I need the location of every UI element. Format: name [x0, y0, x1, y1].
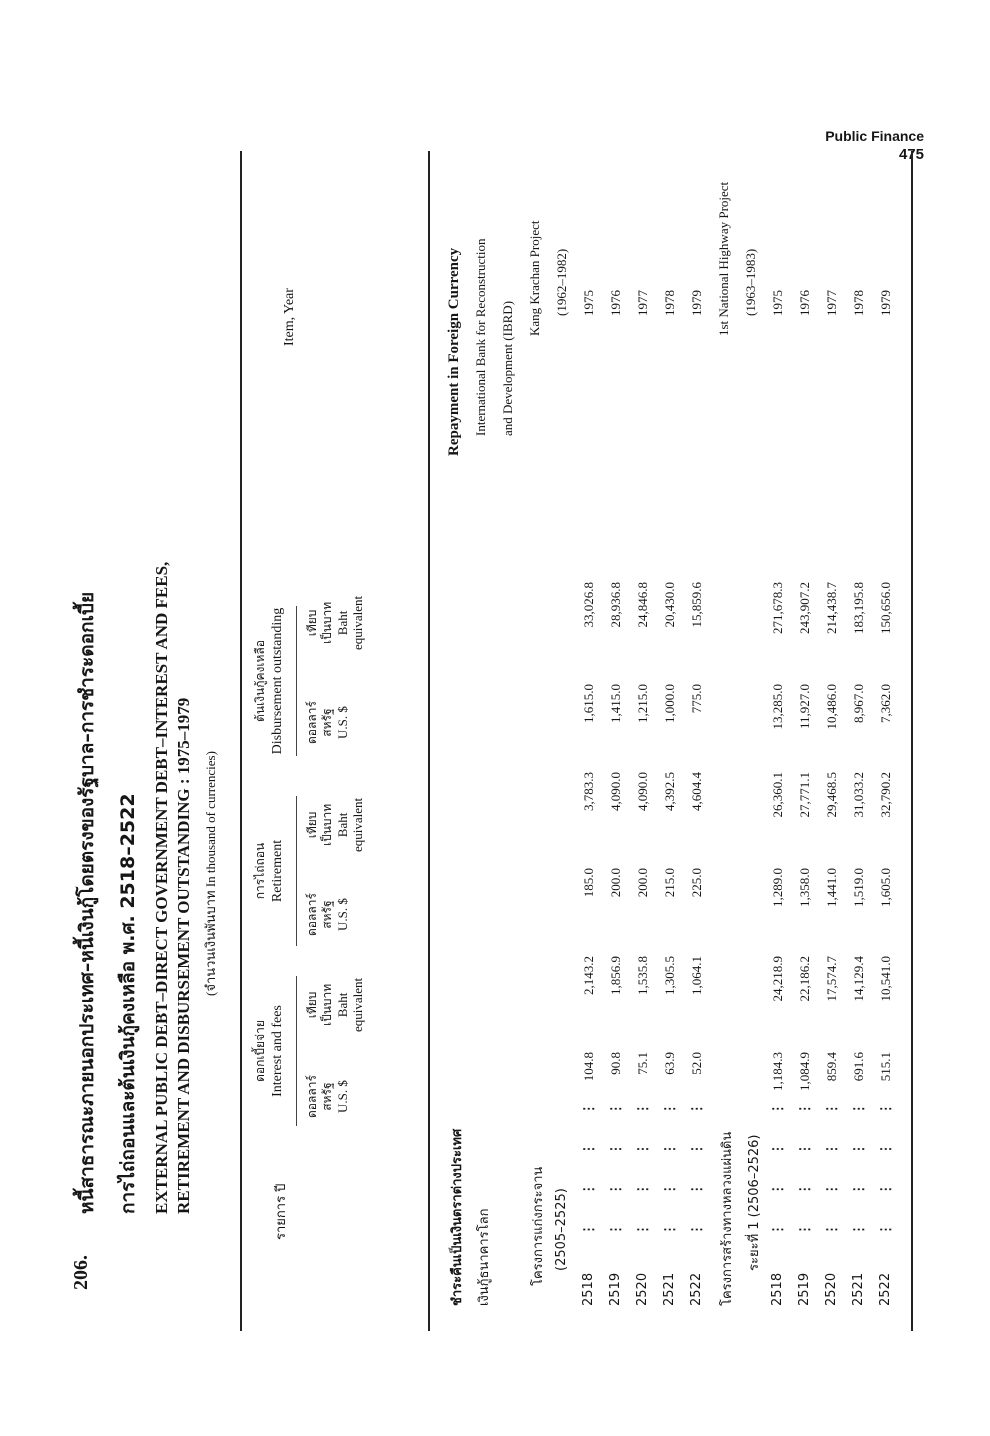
row-label-thai: 2520: [824, 1272, 839, 1306]
cell-value: 1,184.3: [770, 1052, 785, 1091]
row-label-english: (1962–1982): [554, 248, 569, 316]
row-label-english: 1975: [770, 290, 785, 316]
cell-value: 200.0: [608, 868, 623, 898]
table-label-row: [473, 0, 499, 1436]
table-label-row: [527, 0, 553, 1436]
cell-value: 1,289.0: [770, 868, 785, 907]
row-label-thai: โครงการแก่งกระจาน: [531, 1166, 546, 1286]
cell-value: 1,305.5: [662, 956, 677, 995]
cell-value: 26,360.1: [770, 772, 785, 818]
cell-value: 150,656.0: [878, 582, 893, 634]
english-title-line1: EXTERNAL PUBLIC DEBT–DIRECT GOVERNMENT DEBT–INTEREST AND FEES,: [152, 561, 171, 1214]
cell-value: 1,084.9: [797, 1052, 812, 1091]
table-label-row: [716, 0, 742, 1436]
cell-value: 200.0: [635, 868, 650, 898]
cell-value: 10,541.0: [878, 956, 893, 1002]
leader-dots: ⋮ ⋮ ⋮ ⋮: [878, 1090, 893, 1236]
row-label-english: 1977: [635, 290, 650, 316]
cell-value: 225.0: [689, 868, 704, 898]
leader-dots: ⋮ ⋮ ⋮ ⋮: [770, 1090, 785, 1236]
cell-value: 24,846.8: [635, 582, 650, 628]
sub-english: Baht: [335, 610, 350, 636]
cell-value: 14,129.4: [851, 956, 866, 1002]
cell-value: 32,790.2: [878, 772, 893, 818]
cell-value: 33,026.8: [581, 582, 596, 628]
cell-value: 243,907.2: [797, 582, 812, 634]
sub-english: U.S. $: [335, 1080, 350, 1113]
group-header-outstanding: [252, 586, 286, 776]
cell-value: 775.0: [689, 684, 704, 714]
top-rule: [240, 151, 242, 1331]
cell-value: 859.4: [824, 1052, 839, 1082]
cell-value: 1,441.0: [824, 868, 839, 907]
row-label-english: and Development (IBRD): [500, 300, 515, 436]
row-label-english: 1976: [608, 290, 623, 316]
cell-value: 22,186.2: [797, 956, 812, 1002]
row-label-english: 1979: [878, 290, 893, 316]
group-underline: [296, 606, 297, 756]
group-thai: ดอกเบี้ยจ่าย: [253, 1020, 267, 1082]
cell-value: 1,605.0: [878, 868, 893, 907]
group-thai: ต้นเงินกู้คงเหลือ: [253, 640, 267, 722]
cell-value: 1,615.0: [581, 684, 596, 723]
sub-english: U.S. $: [335, 898, 350, 931]
table-row: [662, 0, 688, 1436]
subheader-baht: [305, 798, 365, 852]
table-row: [797, 0, 823, 1436]
row-label-english: International Bank for Reconstruction: [473, 238, 488, 436]
table-label-row: [446, 0, 472, 1436]
cell-value: 63.9: [662, 1052, 677, 1075]
sub-thai: ดอลลาร์: [305, 1075, 319, 1118]
cell-value: 515.1: [878, 1052, 893, 1082]
table-label-row: [743, 0, 769, 1436]
row-label-thai: 2519: [608, 1272, 623, 1306]
group-english: Interest and fees: [270, 1005, 285, 1097]
cell-value: 7,362.0: [878, 684, 893, 723]
cell-value: 29,468.5: [824, 772, 839, 818]
subheader-baht: [305, 978, 365, 1032]
cell-value: 4,090.0: [635, 772, 650, 811]
row-label-thai: 2521: [851, 1272, 866, 1306]
sub-thai: ดอลลาร์: [305, 701, 319, 744]
table-label-row: [554, 0, 580, 1436]
row-label-thai: 2518: [770, 1272, 785, 1306]
thai-title-line2: การไถ่ถอนและต้นเงินกู้คงเหลือ พ.ศ. 2518–2522: [117, 793, 139, 1214]
cell-value: 4,090.0: [608, 772, 623, 811]
row-label-english: 1979: [689, 290, 704, 316]
row-label-thai: 2522: [878, 1272, 893, 1306]
table-row: [689, 0, 715, 1436]
sub-english: U.S. $: [335, 706, 350, 739]
cell-value: 52.0: [689, 1052, 704, 1075]
sub-thai: สหรัฐ: [320, 708, 334, 737]
cell-value: 4,392.5: [662, 772, 677, 811]
leader-dots: ⋮ ⋮ ⋮ ⋮: [851, 1090, 866, 1236]
row-label-english: 1978: [662, 290, 677, 316]
sub-thai: ดอลลาร์: [305, 893, 319, 936]
cell-value: 1,519.0: [851, 868, 866, 907]
header-bottom-rule: [428, 151, 430, 1331]
cell-value: 2,143.2: [581, 956, 596, 995]
cell-value: 1,064.1: [689, 956, 704, 995]
row-label-thai: โครงการสร้างทางหลวงแผ่นดิน: [720, 1131, 735, 1306]
table-label-row: [500, 0, 526, 1436]
leader-dots: ⋮ ⋮ ⋮ ⋮: [581, 1090, 596, 1236]
cell-value: 183,195.8: [851, 582, 866, 634]
cell-value: 4,604.4: [689, 772, 704, 811]
row-label-thai: 2520: [635, 1272, 650, 1306]
subheader-usd: [305, 701, 350, 744]
row-label-thai: 2518: [581, 1272, 596, 1306]
bottom-rule: [911, 151, 913, 1331]
table-row: [851, 0, 877, 1436]
stub-header-english: Item, Year: [282, 288, 297, 346]
cell-value: 10,486.0: [824, 684, 839, 730]
row-label-thai: 2522: [689, 1272, 704, 1306]
row-label-thai: 2521: [662, 1272, 677, 1306]
row-label-english: 1977: [824, 290, 839, 316]
cell-value: 215.0: [662, 868, 677, 898]
row-label-thai: เงินกู้ธนาคารโลก: [477, 1208, 492, 1306]
cell-value: 104.8: [581, 1052, 596, 1082]
sub-thai: เทียบ: [305, 609, 319, 637]
page-number: 475: [898, 146, 924, 163]
row-label-english: Repayment in Foreign Currency: [446, 247, 462, 456]
english-title-line2: RETIREMENT AND DISBURSEMENT OUTSTANDING : 1975–1979: [174, 697, 193, 1214]
leader-dots: ⋮ ⋮ ⋮ ⋮: [797, 1090, 812, 1236]
table-row: [635, 0, 661, 1436]
cell-value: 1,358.0: [797, 868, 812, 907]
cell-value: 31,033.2: [851, 772, 866, 818]
sub-thai: สหรัฐ: [320, 900, 334, 929]
sub-thai: เป็นบาท: [320, 803, 334, 847]
cell-value: 28,936.8: [608, 582, 623, 628]
table-row: [770, 0, 796, 1436]
sub-thai: เป็นบาท: [320, 983, 334, 1027]
group-english: Disbursement outstanding: [270, 607, 285, 755]
row-label-english: (1963–1983): [743, 248, 758, 316]
table-row: [824, 0, 850, 1436]
row-label-thai: 2519: [797, 1272, 812, 1306]
sub-english: equivalent: [350, 797, 365, 852]
cell-value: 1,415.0: [608, 684, 623, 723]
row-label-english: Kang Krachan Project: [527, 220, 542, 336]
cell-value: 17,574.7: [824, 956, 839, 1002]
leader-dots: ⋮ ⋮ ⋮ ⋮: [824, 1090, 839, 1236]
cell-value: 3,783.3: [581, 772, 596, 811]
cell-value: 271,678.3: [770, 582, 785, 634]
row-label-english: 1975: [581, 290, 596, 316]
cell-value: 1,535.8: [635, 956, 650, 995]
row-label-thai: ระยะที่ 1 (2506–2526): [747, 1134, 762, 1271]
table-number: 206.: [70, 1255, 92, 1290]
sub-thai: สหรัฐ: [320, 1082, 334, 1111]
subheader-baht: [305, 596, 365, 650]
cell-value: 20,430.0: [662, 582, 677, 628]
sub-english: Baht: [335, 992, 350, 1018]
group-underline: [296, 796, 297, 946]
group-english: Retirement: [270, 839, 285, 903]
cell-value: 11,927.0: [797, 684, 812, 730]
row-label-english: 1978: [851, 290, 866, 316]
leader-dots: ⋮ ⋮ ⋮ ⋮: [662, 1090, 677, 1236]
row-label-english: 1st National Highway Project: [716, 181, 731, 336]
table-row: [581, 0, 607, 1436]
sub-english: Baht: [335, 812, 350, 838]
row-label-thai: (2505–2525): [554, 1188, 569, 1271]
cell-value: 1,856.9: [608, 956, 623, 995]
cell-value: 1,000.0: [662, 684, 677, 723]
table-row: [878, 0, 904, 1436]
thai-title-line1: หนี้สาธารณะภายนอกประเทศ–หนี้เงินกู้โดยตรงของรัฐบาล–การชำระดอกเบี้ย: [76, 591, 98, 1214]
cell-value: 75.1: [635, 1052, 650, 1075]
group-header-retirement: [252, 786, 286, 956]
sub-thai: เทียบ: [305, 811, 319, 839]
cell-value: 27,771.1: [797, 772, 812, 818]
cell-value: 15,859.6: [689, 582, 704, 628]
sub-thai: เป็นบาท: [320, 601, 334, 645]
group-thai: การไถ่ถอน: [253, 842, 267, 900]
cell-value: 214,438.7: [824, 582, 839, 634]
group-header-interest: [252, 966, 286, 1136]
cell-value: 8,967.0: [851, 684, 866, 723]
cell-value: 185.0: [581, 868, 596, 898]
cell-value: 24,218.9: [770, 956, 785, 1002]
cell-value: 90.8: [608, 1052, 623, 1075]
sub-thai: เทียบ: [305, 991, 319, 1019]
unit-note: (จำนวนเงินพันบาท In thousand of currencies): [203, 751, 218, 996]
sub-english: equivalent: [350, 595, 365, 650]
leader-dots: ⋮ ⋮ ⋮ ⋮: [689, 1090, 704, 1236]
cell-value: 691.6: [851, 1052, 866, 1082]
cell-value: 1,215.0: [635, 684, 650, 723]
row-label-english: 1976: [797, 290, 812, 316]
section-name: Public Finance: [825, 128, 924, 144]
group-underline: [296, 976, 297, 1126]
table-row: [608, 0, 634, 1436]
leader-dots: ⋮ ⋮ ⋮ ⋮: [635, 1090, 650, 1236]
row-label-thai: ชำระคืนเป็นเงินตราต่างประเทศ: [450, 1128, 465, 1306]
leader-dots: ⋮ ⋮ ⋮ ⋮: [608, 1090, 623, 1236]
cell-value: 13,285.0: [770, 684, 785, 730]
subheader-usd: [305, 893, 350, 936]
subheader-usd: [305, 1075, 350, 1118]
sub-english: equivalent: [350, 977, 365, 1032]
stub-header-thai: รายการ ปี: [274, 1183, 289, 1240]
